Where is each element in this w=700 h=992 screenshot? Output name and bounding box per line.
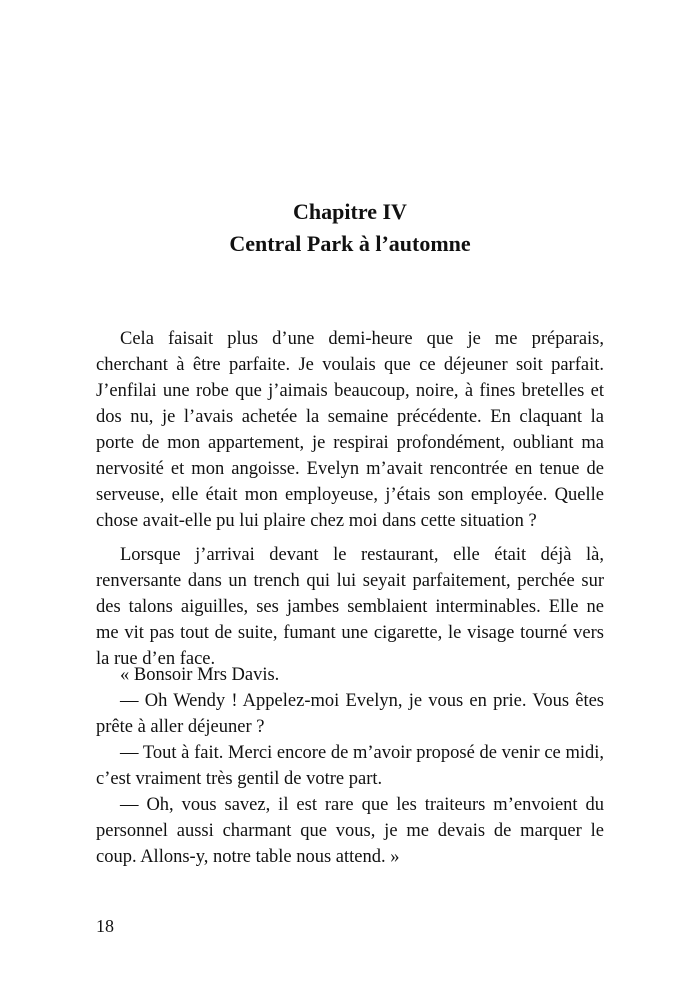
dialogue-line: — Tout à fait. Merci encore de m’avoir proposé de venir ce midi, c’est vraiment très gentil de votre part.: [96, 743, 604, 789]
paragraph-block: [96, 542, 604, 672]
chapter-number: Chapitre IV: [293, 199, 407, 224]
dialogue-line: « Bonsoir Mrs Davis.: [120, 665, 280, 685]
paragraph: Lorsque j’arrivai devant le restaurant, elle était déjà là, renversante dans un trench qui lui seyait parfaitement, perchée sur des talons aiguilles, ses jambes semblaient interminables. Elle ne me vit pas tout de suite, fumant une cigarette, le visage tourné vers la rue d’en face.: [96, 545, 604, 669]
paragraph-block: [96, 326, 604, 534]
dialogue-line: — Oh, vous savez, il est rare que les traiteurs m’envoient du personnel aussi charmant que vous, je me devais de marquer le coup. Allons-y, notre table nous attend. »: [96, 795, 604, 867]
chapter-title: Central Park à l’automne: [229, 231, 471, 256]
dialogue-line: — Oh Wendy ! Appelez-moi Evelyn, je vous en prie. Vous êtes prête à aller déjeuner ?: [96, 691, 604, 737]
page-number: 18: [96, 916, 114, 936]
dialogue-block: [96, 662, 604, 870]
chapter-heading: [0, 196, 700, 260]
paragraph: Cela faisait plus d’une demi-heure que je me préparais, cherchant à être parfaite. Je voulais que ce déjeuner soit parfait. J’enfilai une robe que j’aimais beaucoup, noire, à fines bretelles et dos nu, je l’avais achetée la semaine précédente. En claquant la porte de mon appartement, je respirai profondément, oubliant ma nervosité et mon angoisse. Evelyn m’avait rencontrée en tenue de serveuse, elle était mon employeuse, j’étais son employée. Quelle chose avait-elle pu lui plaire chez moi dans cette situation ?: [96, 329, 604, 531]
